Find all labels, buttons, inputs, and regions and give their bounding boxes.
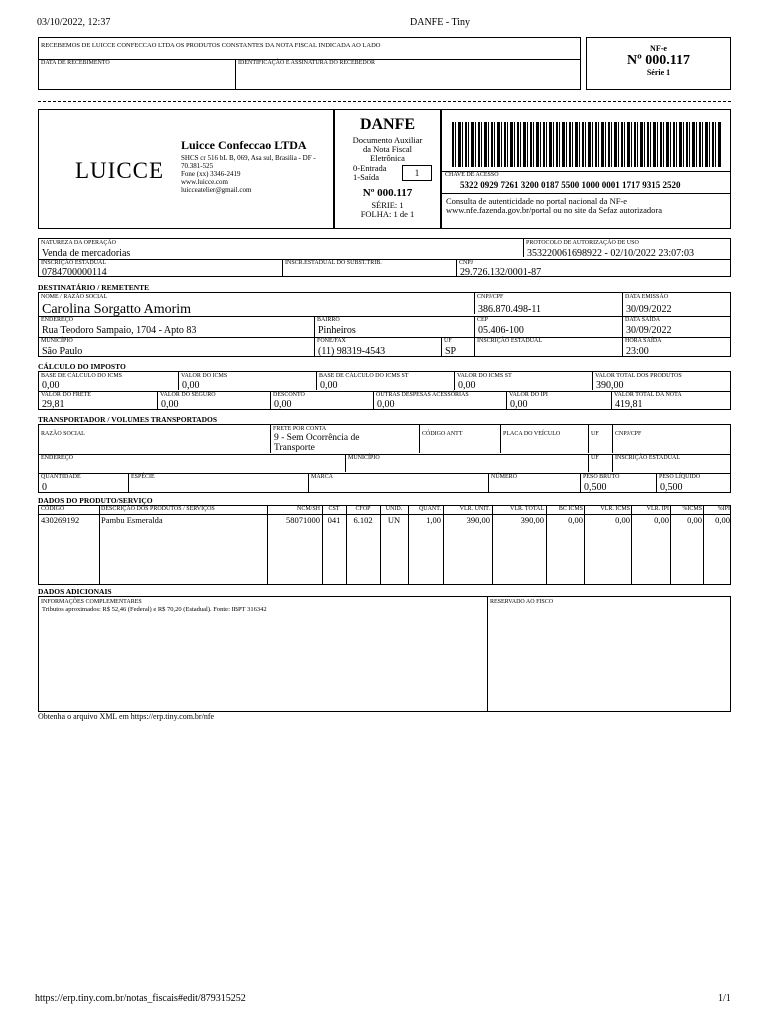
tax-r1-0-label: BASE DE CÁLCULO DO ICMS	[41, 373, 123, 379]
number-label: NÚMERO	[491, 474, 518, 480]
row-icms: 0,00	[615, 515, 630, 525]
recipient-exit-date: 30/09/2022	[626, 325, 672, 336]
tax-r2-5-label: VALOR TOTAL DA NOTA	[614, 392, 682, 398]
gross-weight: 0,500	[584, 482, 607, 493]
recipient-cpf-label: CNPJ/CPF	[477, 294, 504, 300]
access-key: 5322 0929 7261 3200 0187 5500 1000 0001 1717 9315 2520	[460, 180, 681, 190]
carrier-name-label: RAZÃO SOCIAL	[41, 431, 85, 437]
danfe-type-box: 1	[402, 165, 432, 181]
recipient-address-label: ENDEREÇO	[41, 317, 73, 323]
transport-uf2-label: UF	[591, 455, 599, 461]
barcode	[452, 122, 722, 167]
print-datetime: 03/10/2022, 12:37	[37, 17, 111, 28]
species-label: ESPÉCIE	[131, 474, 155, 480]
iest-label: INSCR.ESTADUAL DO SUBST.TRIB.	[285, 260, 382, 266]
col-ipi: VLR. IPI	[646, 506, 669, 512]
col-qty: QUANT.	[418, 506, 441, 512]
products-table	[38, 505, 731, 585]
emitter-address: SHCS cr 516 bL B, 069, Asa sul, Brasilia - DF - 70.381-525	[181, 154, 316, 170]
tax-r2-3-label: OUTRAS DESPESAS ACESSÓRIAS	[376, 392, 469, 398]
freight-label: FRETE POR CONTA	[273, 426, 327, 432]
col-cst: CST	[328, 506, 340, 512]
nature-value: Venda de mercadorias	[42, 248, 131, 259]
tax-r1-1-value: 0,00	[182, 380, 200, 391]
protocol-label: PROTOCOLO DE AUTORIZAÇÃO DE USO	[526, 240, 639, 246]
antt-label: CÓDIGO ANTT	[422, 431, 463, 437]
recipient-emission: 30/09/2022	[626, 304, 672, 315]
fisco-label: RESERVADO AO FISCO	[490, 599, 554, 605]
tax-r2-1-value: 0,00	[161, 399, 179, 410]
nature-label: NATUREZA DA OPERAÇÃO	[41, 240, 117, 246]
col-unit-price: VLR. UNIT.	[459, 506, 490, 512]
info-label: INFORMAÇÕES COMPLEMENTARES	[41, 599, 142, 605]
print-page: 1/1	[718, 993, 731, 1004]
row-bc-icms: 0,00	[568, 515, 583, 525]
tax-r2-2-value: 0,00	[274, 399, 292, 410]
print-title: DANFE - Tiny	[410, 17, 471, 28]
recipient-name-label: NOME / RAZÃO SOCIAL	[41, 294, 108, 300]
recipient-city-label: MUNICÍPIO	[41, 338, 73, 344]
recipient-cpf: 386.870.498-11	[478, 304, 541, 315]
receipt-nfe-label: NF-e	[650, 44, 667, 53]
danfe-sub-2: da Nota Fiscal	[362, 144, 413, 154]
col-code: CÓDIGO	[41, 506, 65, 512]
danfe-number: Nº 000.117	[362, 187, 413, 199]
recipient-uf-label: UF	[444, 338, 452, 344]
tax-r2-4-label: VALOR DO IPI	[509, 392, 548, 398]
additional-box	[38, 596, 731, 712]
receipt-nfe-box	[586, 37, 731, 90]
brand-label: MARCA	[311, 474, 334, 480]
danfe-sub-3: Eletrônica	[370, 153, 405, 163]
col-description: DESCRIÇÃO DOS PRODUTOS / SERVIÇOS	[101, 506, 215, 512]
net-weight: 0,500	[660, 482, 683, 493]
qty-label: QUANTIDADE	[41, 474, 81, 480]
tax-r1-3-label: VALOR DO ICMS ST	[457, 373, 512, 379]
col-icms: VLR. ICMS	[600, 506, 630, 512]
receipt-number: Nº 000.117	[627, 53, 690, 68]
products-section: DADOS DO PRODUTO/SERVIÇO	[38, 496, 153, 505]
access-key-label: CHAVE DE ACESSO	[445, 172, 499, 178]
recipient-exit-time-label: HORA SAÍDA	[625, 338, 662, 344]
recipient-exit-date-label: DATA SAÍDA	[625, 317, 661, 323]
recipient-district-label: BAIRRO	[317, 317, 340, 323]
freight-value-2: Transporte	[274, 443, 315, 453]
recipient-phone: (11) 98319-4543	[318, 346, 386, 357]
emitter-phone: Fone (xx) 3346-2419	[181, 170, 241, 178]
danfe-title: DANFE	[359, 116, 416, 133]
tax-r1-4-label: VALOR TOTAL DOS PRODUTOS	[595, 373, 682, 379]
cnpj-value: 29.726.132/0001-87	[460, 267, 542, 278]
danfe-sub-1: Documento Auxiliar	[352, 135, 423, 145]
recipient-box	[38, 292, 731, 357]
col-bc-icms: BC ICMS	[558, 506, 583, 512]
recipient-cep-label: CEP	[477, 317, 489, 323]
transport-city-label: MUNICÍPIO	[348, 455, 380, 461]
tax-r1-2-value: 0,00	[320, 380, 338, 391]
row-total: 390,00	[520, 515, 544, 525]
transport-address-label: ENDEREÇO	[41, 455, 73, 461]
tax-r2-4-value: 0,00	[510, 399, 528, 410]
col-cfop: CFOP	[355, 506, 371, 512]
row-pct-ipi: 0,00	[715, 515, 730, 525]
tax-r2-0-value: 29,81	[42, 399, 65, 410]
xml-note: Obtenha o arquivo XML em https://erp.tiny.com.br/nfe	[38, 712, 215, 721]
tax-r2-1-label: VALOR DO SEGURO	[160, 392, 216, 398]
danfe-box	[334, 109, 441, 229]
print-url: https://erp.tiny.com.br/notas_fiscais#edit/879315252	[35, 993, 246, 1004]
transport-box	[38, 424, 731, 493]
row-ipi: 0,00	[654, 515, 669, 525]
transport-section: TRANSPORTADOR / VOLUMES TRANSPORTADOS	[38, 415, 218, 424]
tax-r1-4-value: 390,00	[596, 380, 624, 391]
row-code: 430269192	[41, 515, 80, 525]
row-cst: 041	[327, 515, 341, 525]
emitter-site: www.luicce.com	[181, 178, 228, 186]
info-text: Tributos aproximados: R$ 52,46 (Federal) e R$ 70,20 (Estadual). Fonte: IBPT 316342	[42, 606, 267, 613]
transport-uf-label: UF	[591, 431, 599, 437]
recipient-city: São Paulo	[42, 346, 83, 357]
tax-r2-0-label: VALOR DO FRETE	[41, 392, 91, 398]
col-pct-ipi: %IPI	[717, 506, 730, 512]
ie-label: INSCRIÇÃO ESTADUAL	[41, 260, 107, 266]
row-pct-icms: 0,00	[687, 515, 702, 525]
cnpj-label: CNPJ	[459, 260, 474, 266]
tax-r1-2-label: BASE DE CÁLCULO DO ICMS ST	[319, 373, 409, 379]
recipient-section: DESTINATÁRIO / REMETENTE	[38, 283, 150, 292]
recipient-cep: 05.406-100	[478, 325, 524, 336]
danfe-exit: 1-Saída	[353, 172, 379, 182]
additional-section: DADOS ADICIONAIS	[38, 587, 112, 596]
qty-value: 0	[42, 482, 47, 493]
tax-box	[38, 371, 731, 410]
cut-line	[38, 101, 731, 102]
receipt-text: RECEBEMOS DE LUICCE CONFECCAO LTDA OS PRODUTOS CONSTANTES DA NOTA FISCAL INDICADA AO LADO	[41, 42, 381, 49]
row-ncm: 58071000	[286, 515, 320, 525]
recipient-phone-label: FONE/FAX	[317, 338, 346, 344]
tax-r1-1-label: VALOR DO ICMS	[181, 373, 228, 379]
row-description: Pambu Esmeralda	[101, 515, 163, 525]
recipient-ie-label: INSCRIÇÃO ESTADUAL	[477, 338, 543, 344]
emitter-box	[38, 109, 334, 229]
recipient-district: Pinheiros	[318, 325, 356, 336]
freight-value-1: 9 - Sem Ocorrência de	[274, 433, 360, 443]
tax-r2-5-value: 419,81	[615, 399, 643, 410]
danfe-serie: SÉRIE: 1	[371, 200, 404, 210]
recipient-uf: SP	[445, 346, 457, 357]
receipt-serie: Série 1	[646, 68, 671, 77]
net-weight-label: PESO LÍQUIDO	[659, 474, 701, 480]
emitter-logo: LUICCE	[75, 158, 165, 183]
receipt-sign-label: IDENTIFICAÇÃO E ASSINATURA DO RECEBEDOR	[238, 60, 376, 66]
recipient-address: Rua Teodoro Sampaio, 1704 - Apto 83	[42, 325, 197, 336]
col-ncm: NCM/SH	[296, 506, 320, 512]
recipient-exit-time: 23:00	[626, 346, 649, 357]
protocol-value: 353220061698922 - 02/10/2022 23:07:03	[527, 248, 694, 259]
transport-cnpj-label: CNPJ/CPF	[615, 431, 642, 437]
access-consult-1: Consulta de autenticidade no portal nacional da NF-e	[446, 196, 628, 206]
tax-section: CÁLCULO DO IMPOSTO	[38, 362, 126, 371]
tax-r2-3-value: 0,00	[377, 399, 395, 410]
row-qty: 1,00	[426, 515, 441, 525]
access-box	[441, 109, 731, 229]
col-unit: UNID.	[385, 506, 403, 512]
receipt-date-label: DATA DE RECEBIMENTO	[41, 60, 110, 66]
row-unit-price: 390,00	[466, 515, 490, 525]
plate-label: PLACA DO VEÍCULO	[503, 431, 561, 437]
row-unit: UN	[387, 515, 401, 525]
danfe-entry: 0-Entrada	[353, 163, 387, 173]
tax-r2-2-label: DESCONTO	[273, 392, 305, 398]
emitter-name: Luicce Confeccao LTDA	[181, 138, 307, 152]
emitter-email: luicceatelier@gmail.com	[181, 186, 252, 194]
col-pct-icms: %ICMS	[682, 506, 702, 512]
receipt-stub	[38, 37, 581, 90]
row-cfop: 6.102	[353, 515, 373, 525]
tax-r1-3-value: 0,00	[458, 380, 476, 391]
danfe-folha: FOLHA: 1 de 1	[360, 209, 415, 219]
access-consult-2: www.nfe.fazenda.gov.br/portal ou no site da Sefaz autorizadora	[446, 205, 663, 215]
recipient-name: Carolina Sorgatto Amorim	[42, 302, 192, 317]
recipient-emission-label: DATA EMISSÃO	[625, 294, 669, 300]
col-total: VLR. TOTAL	[510, 506, 544, 512]
transport-ie-label: INSCRIÇÃO ESTADUAL	[615, 455, 681, 461]
tax-r1-0-value: 0,00	[42, 380, 60, 391]
gross-weight-label: PESO BRUTO	[583, 474, 620, 480]
operation-box	[38, 238, 731, 277]
ie-value: 0784700000114	[42, 267, 107, 278]
